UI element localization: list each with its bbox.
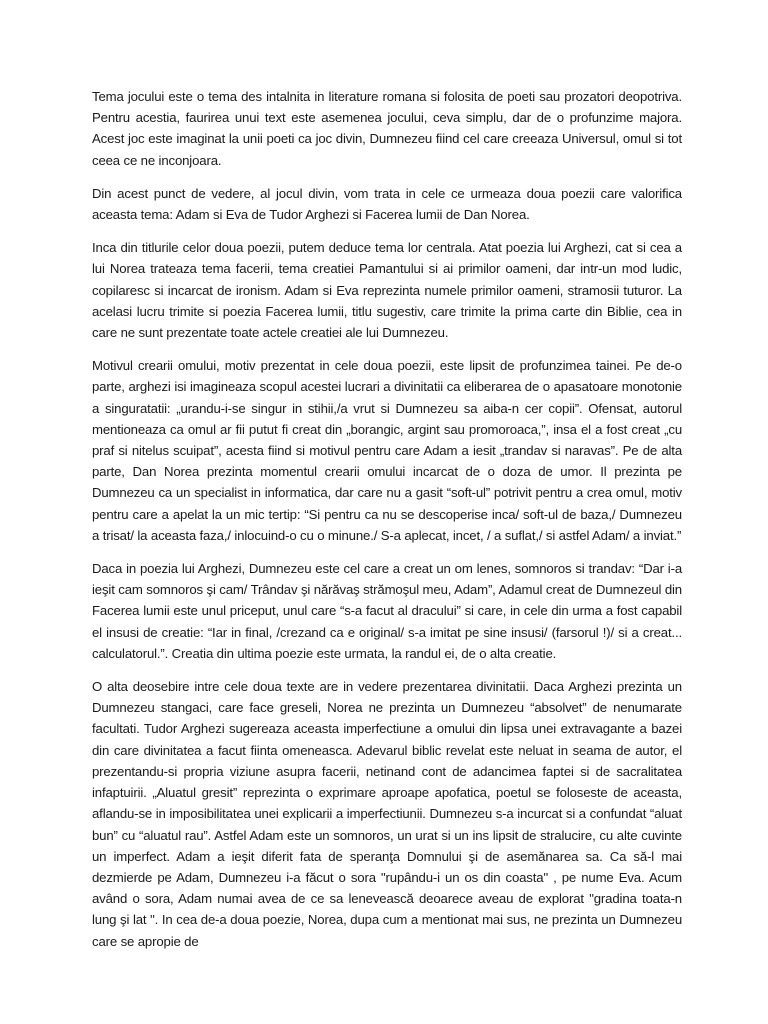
- paragraph-4: Motivul crearii omului, motiv prezentat in cele doua poezii, este lipsit de profunzimea tainei. Pe de-o parte, arghezi isi imagineaza scopul acestei lucrari a divinitatii ca eliberarea de o apasatoare monotonie a singuratatii: „urandu-i-se singur in stihii,/a vrut si Dumnezeu sa aiba-n cer copii”. Ofensat, autorul mentioneaza ca omul ar fii putut fi creat din „borangic, argint sau promoroaca,”, insa el a fost creat „cu praf si nitelus scuipat”, acesta fiind si motivul pentru care Adam a iesit „trandav si naravas”. Pe de alta parte, Dan Norea prezinta momentul crearii omului incarcat de o doza de umor. Il prezinta pe Dumnezeu ca un specialist in informatica, dar care nu a gasit “soft-ul” potrivit pentru a crea omul, motiv pentru care a apelat la un mic tertip: “Si pentru ca nu se descoperise inca/ soft-ul de baza,/ Dumnezeu a trisat/ la aceasta faza,/ inlocuind-o cu o minune./ S-a aplecat, incet, / a suflat,/ si astfel Adam/ a inviat.”: [92, 358, 682, 543]
- paragraph-5: Daca in poezia lui Arghezi, Dumnezeu este cel care a creat un om lenes, somnoros si trandav: “Dar i-a ieşit cam somnoros şi cam/ Trândav şi nărăvaş strămoşul meu, Adam”, Adamul creat de Dumnezeul din Facerea lumii este unul priceput, unul care “s-a facut al dracului” si care, in cele din urma a fost capabil el insusi de creatie: “Iar in final, /crezand ca e original/ s-a imitat pe sine insusi/ (farsorul !)/ si a creat... calculatorul.”. Creatia din ultima poezie este urmata, la randul ei, de o alta creatie.: [92, 561, 682, 661]
- document-page: [92, 86, 682, 964]
- paragraph-2: Din acest punct de vedere, al jocul divin, vom trata in cele ce urmeaza doua poezii care valorifica aceasta tema: Adam si Eva de Tudor Arghezi si Facerea lumii de Dan Norea.: [92, 185, 682, 223]
- paragraph-6: O alta deosebire intre cele doua texte are in vedere prezentarea divinitatii. Daca Arghezi prezinta un Dumnezeu stangaci, care face greseli, Norea ne prezinta un Dumnezeu “absolvet” de nenumarate facultati. Tudor Arghezi sugereaza aceasta imperfectiune a omului din lipsa unei extravagante a bazei din care divinitatea a facut fiinta omeneasca. Adevarul biblic revelat este neluat in seama de autor, el prezentandu-si propria viziune asupra facerii, netinand cont de adancimea faptei si de sacralitatea infaptuirii. „Aluatul gresit” reprezinta o exprimare aproape apofatica, poetul se foloseste de aceasta, aflandu-se in imposibilitatea unei explicarii a imperfectiunii. Dumnezeu s-a incurcat si a confundat “aluat bun” cu “aluatul rau”. Astfel Adam este un somnoros, un urat si un ins lipsit de stralucire, cu alte cuvinte un imperfect. Adam a ieşit diferit fata de speranţa Domnului şi de asemănarea sa. Ca să-l mai dezmierde pe Adam, Dumnezeu i-a făcut o sora "rupându-i un os din coasta" , pe nume Eva. Acum având o sora, Adam numai avea de ce sa lenevească deoarece aveau de explorat "gradina toata-n lung şi lat ". In cea de-a doua poezie, Norea, dupa cum a mentionat mai sus, ne prezinta un Dumnezeu care se apropie de: [92, 679, 682, 949]
- paragraph-3: Inca din titlurile celor doua poezii, putem deduce tema lor centrala. Atat poezia lui Arghezi, cat si cea a lui Norea trateaza tema facerii, tema creatiei Pamantului si ai primilor oameni, dar intr-un mod ludic, copilaresc si incarcat de ironism. Adam si Eva reprezinta numele primilor oameni, stramosii tuturor. La acelasi lucru trimite si poezia Facerea lumii, titlu sugestiv, care trimite la prima carte din Biblie, cea in care ne sunt prezentate toate actele creatiei ale lui Dumnezeu.: [92, 240, 682, 341]
- paragraph-1: Tema jocului este o tema des intalnita in literature romana si folosita de poeti sau prozatori deopotriva. Pentru acestia, faurirea unui text este asemenea jocului, ceva simplu, dar de o profunzime majora. Acest joc este imaginat la unii poeti ca joc divin, Dumnezeu fiind cel care creeaza Universul, omul si tot ceea ce ne inconjoara.: [92, 89, 682, 168]
